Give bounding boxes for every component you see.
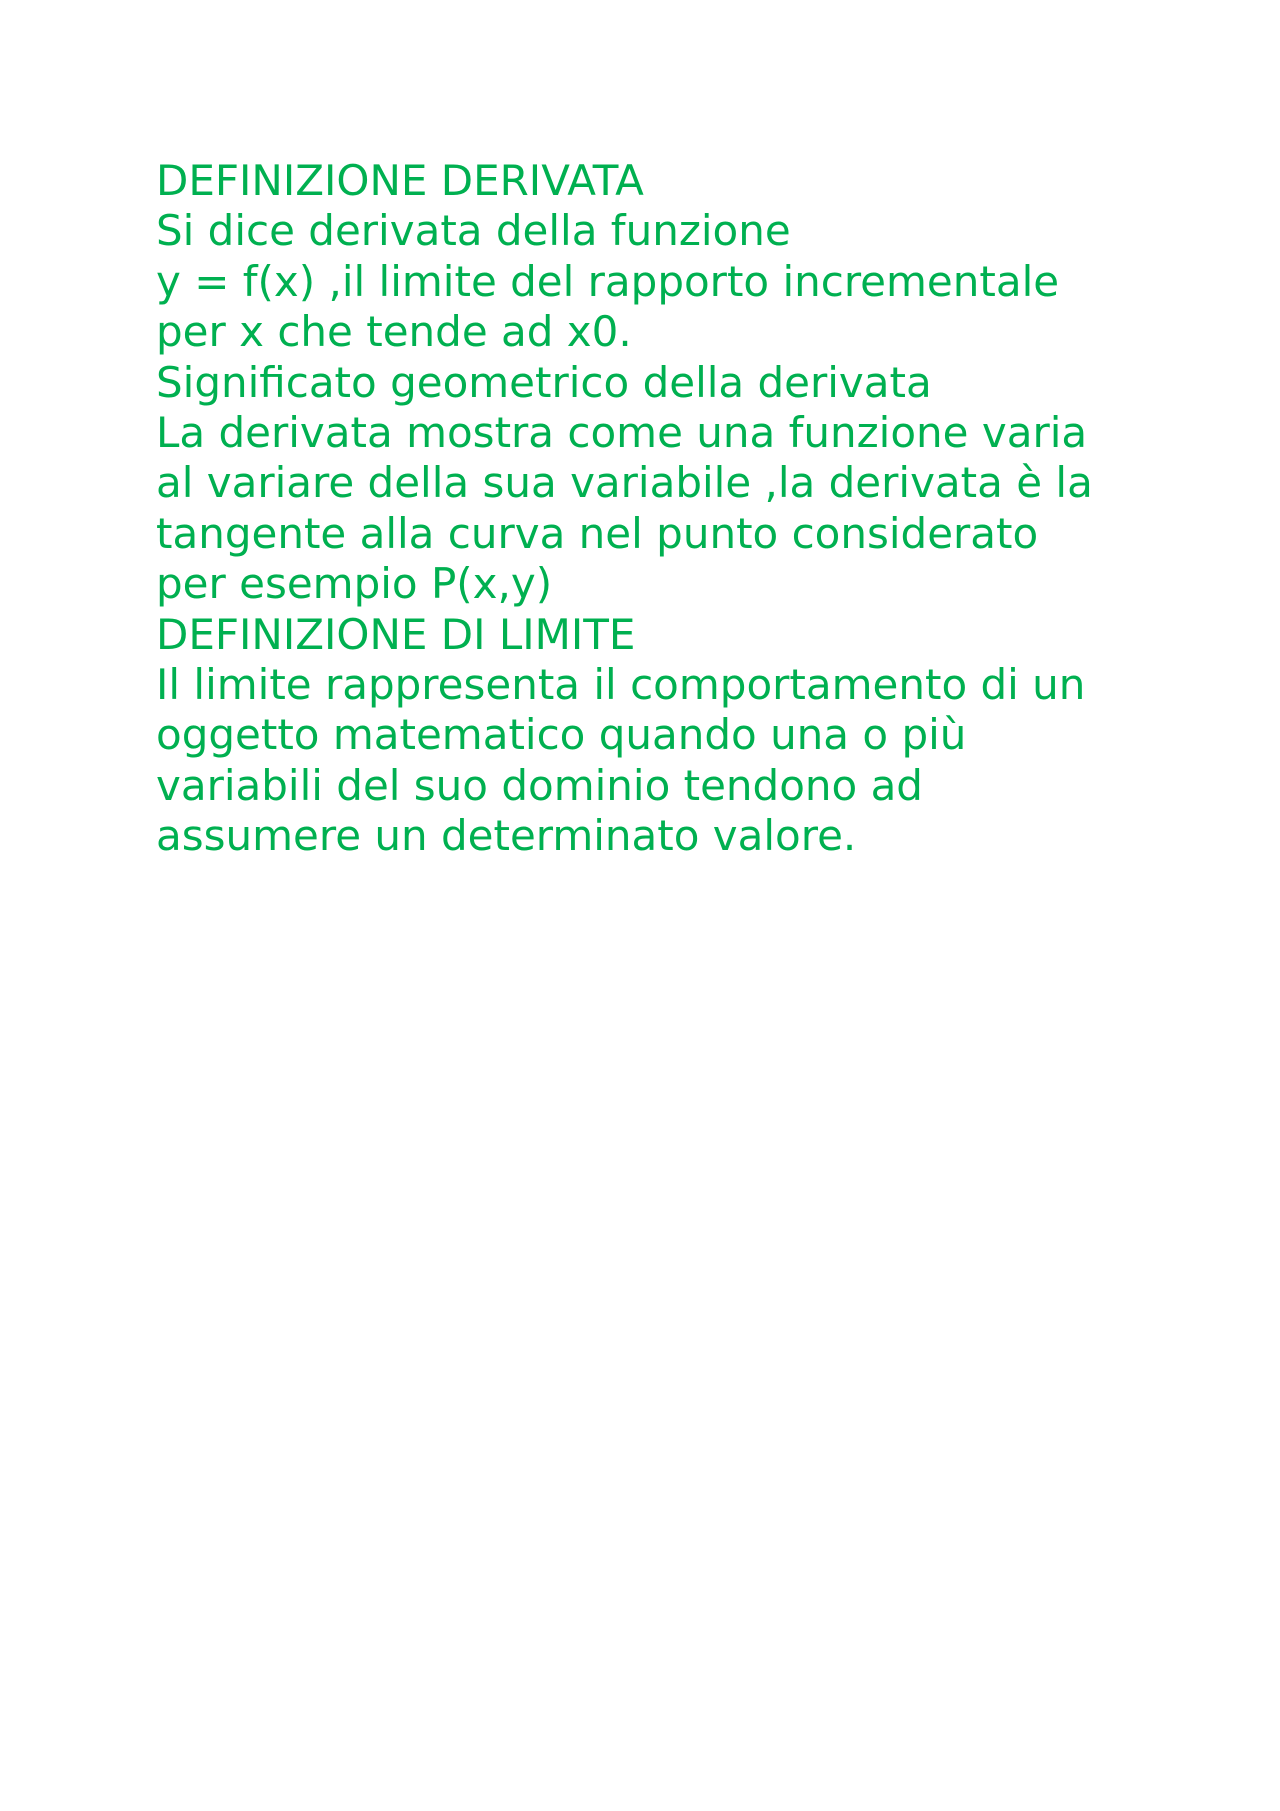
text-line: variabili del suo dominio tendono ad: [156, 760, 923, 810]
text-line: al variare della sua variabile ,la derivata è la: [156, 458, 1093, 508]
subheading-significato: Significato geometrico della derivata: [156, 357, 932, 407]
text-line: La derivata mostra come una funzione varia: [156, 407, 1088, 457]
text-line: per esempio P(x,y): [156, 559, 553, 609]
heading-derivata: DEFINIZIONE DERIVATA: [156, 156, 644, 205]
text-line: y = f(x) ,il limite del rapporto incrementale: [156, 256, 1060, 306]
text-line: oggetto matematico quando una o più: [156, 710, 967, 760]
text-line: Il limite rappresenta il comportamento di un: [156, 659, 1086, 709]
text-line: assumere un determinato valore.: [156, 811, 857, 861]
text-line: per x che tende ad x0.: [156, 307, 632, 357]
document-text: [156, 156, 1156, 861]
text-line: tangente alla curva nel punto considerato: [156, 508, 1039, 558]
text-line: Si dice derivata della funzione: [156, 206, 791, 256]
heading-limite: DEFINIZIONE DI LIMITE: [156, 609, 636, 659]
